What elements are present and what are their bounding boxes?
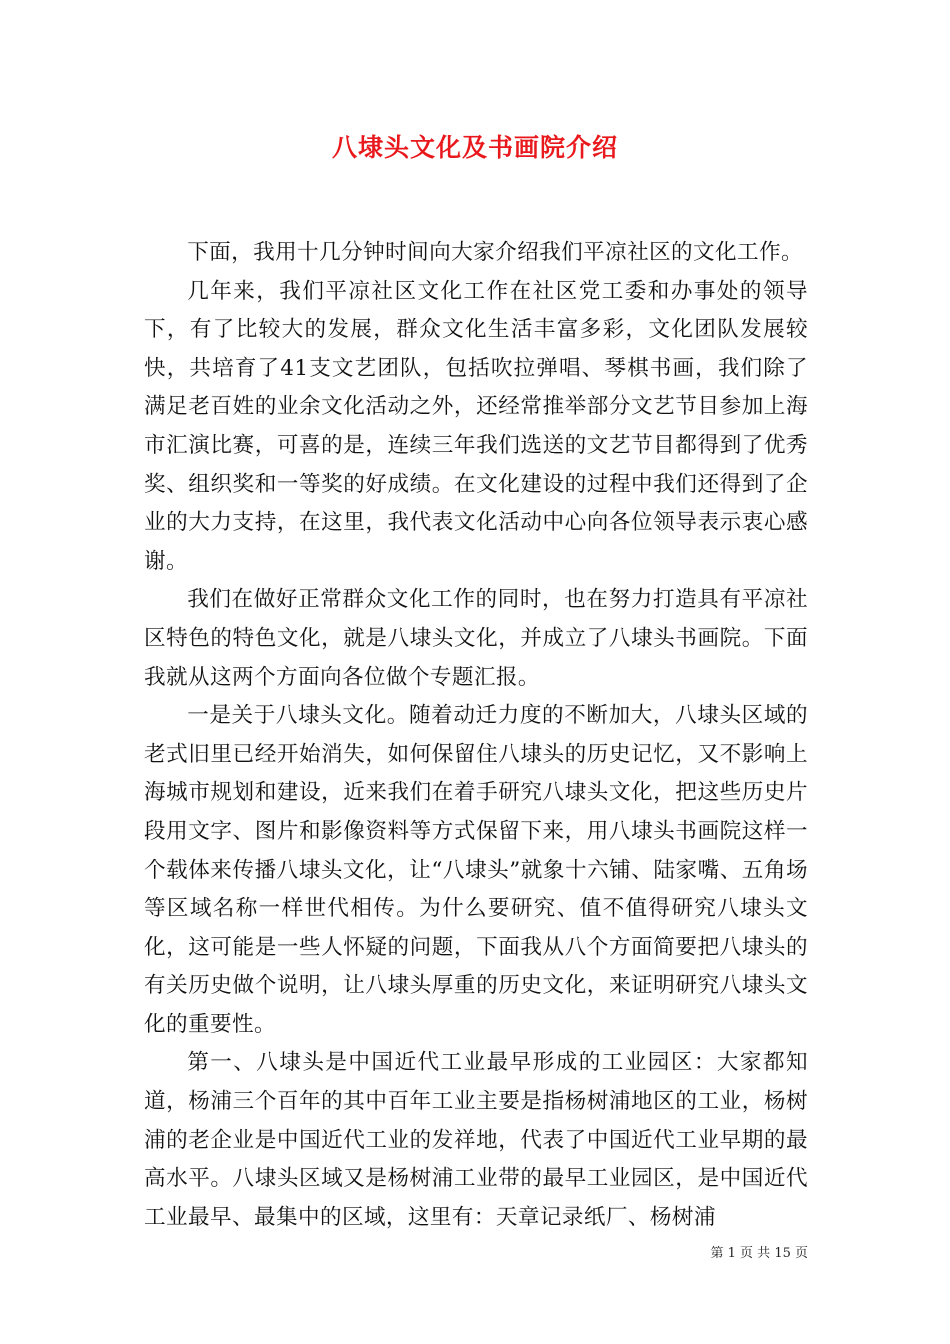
document-title: 八埭头文化及书画院介绍 xyxy=(331,133,618,162)
paragraph-culture-work: 几年来，我们平凉社区文化工作在社区党工委和办事处的领导下，有了比较大的发展，群众文化生活丰富多彩，文化团队发展较快，共培育了41支文艺团队，包括吹拉弹唱、琴棋书画，我们除了满足老百姓的业余文化活动之外，还经常推举部分文艺节目参加上海市汇演比赛，可喜的是，连续三年我们选送的文艺节目都得到了优秀奖、组织奖和一等奖的好成绩。在文化建设的过程中我们还得到了企业的大力支持，在这里，我代表文化活动中心向各位领导表示衷心感谢。 xyxy=(144,278,808,574)
page-number-footer: 第 1 页 共 15 页 xyxy=(710,1246,808,1261)
document-body xyxy=(144,234,808,1237)
paragraph-characteristic-culture: 我们在做好正常群众文化工作的同时，也在努力打造具有平凉社区特色的特色文化，就是八埭头文化，并成立了八埭头书画院。下面我就从这两个方面向各位做个专题汇报。 xyxy=(144,587,808,690)
paragraph-badaitou-culture: 一是关于八埭头文化。随着动迁力度的不断加大，八埭头区域的老式旧里已经开始消失，如何保留住八埭头的历史记忆，又不影响上海城市规划和建设，近来我们在着手研究八埭头文化，把这些历史片段用文字、图片和影像资料等方式保留下来，用八埭头书画院这样一个载体来传播八埭头文化，让“八埭头”就象十六铺、陆家嘴、五角场等区域名称一样世代相传。为什么要研究、值不值得研究八埭头文化，这可能是一些人怀疑的问题，下面我从八个方面简要把八埭头的有关历史做个说明，让八埭头厚重的历史文化，来证明研究八埭头文化的重要性。 xyxy=(144,703,808,1037)
paragraph-industrial-park: 第一、八埭头是中国近代工业最早形成的工业园区：大家都知道，杨浦三个百年的其中百年工业主要是指杨树浦地区的工业，杨树浦的老企业是中国近代工业的发祥地，代表了中国近代工业早期的最高水平。八埭头区域又是杨树浦工业带的最早工业园区，是中国近代工业最早、最集中的区域，这里有：天章记录纸厂、杨树浦 xyxy=(144,1050,808,1230)
paragraph-intro: 下面，我用十几分钟时间向大家介绍我们平凉社区的文化工作。 xyxy=(187,240,804,265)
